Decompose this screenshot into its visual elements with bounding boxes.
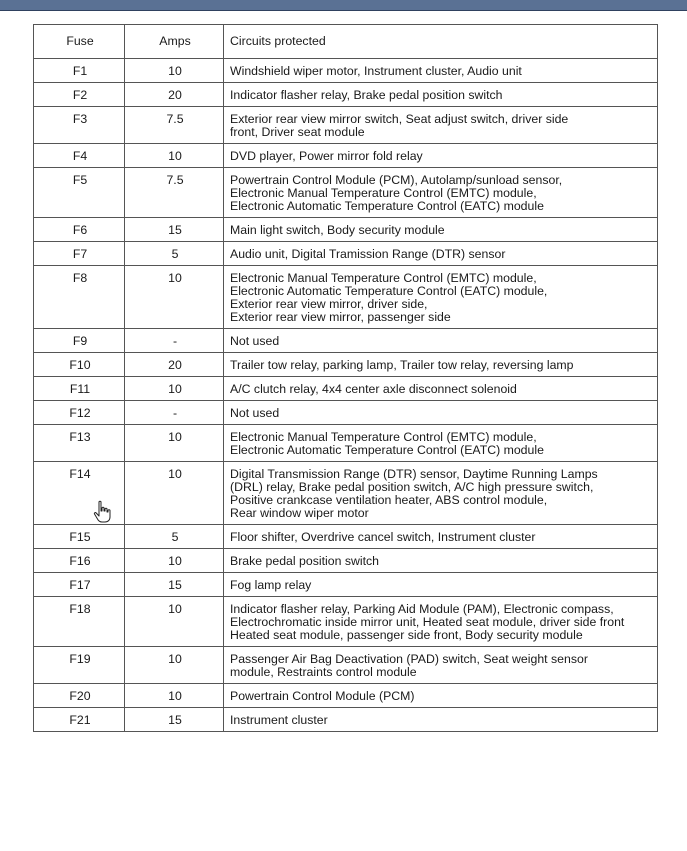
fuse-cell: F7 (34, 242, 125, 266)
amps-cell: 10 (125, 266, 224, 329)
fuse-cell: F13 (34, 425, 125, 462)
circuits-cell (224, 573, 658, 597)
table-row (34, 401, 658, 425)
circuits-line: Exterior rear view mirror, passenger side (230, 310, 451, 324)
table-header-row (34, 25, 658, 59)
circuits-line: Floor shifter, Overdrive cancel switch, Instrument cluster (230, 530, 536, 544)
fuse-cell: F9 (34, 329, 125, 353)
table-row (34, 549, 658, 573)
circuits-cell (224, 647, 658, 684)
amps-cell: 15 (125, 218, 224, 242)
table-row (34, 525, 658, 549)
table-row (34, 462, 658, 525)
amps-cell: 10 (125, 377, 224, 401)
amps-cell: - (125, 401, 224, 425)
amps-cell: 10 (125, 684, 224, 708)
circuits-line: module, Restraints control module (230, 665, 417, 679)
table-row (34, 144, 658, 168)
circuits-line: DVD player, Power mirror fold relay (230, 149, 423, 163)
circuits-line: Trailer tow relay, parking lamp, Trailer tow relay, reversing lamp (230, 358, 574, 372)
fuse-cell: F21 (34, 708, 125, 732)
circuits-line: Brake pedal position switch (230, 554, 380, 568)
circuits-line: Electronic Automatic Temperature Control (EATC) module (230, 199, 544, 213)
circuits-cell (224, 168, 658, 218)
header-circuits: Circuits protected (224, 25, 658, 59)
circuits-line: front, Driver seat module (230, 125, 365, 139)
table-row (34, 242, 658, 266)
circuits-cell (224, 708, 658, 732)
circuits-line: Main light switch, Body security module (230, 223, 445, 237)
table-row (34, 684, 658, 708)
fuse-cell: F17 (34, 573, 125, 597)
circuits-cell (224, 425, 658, 462)
circuits-cell (224, 266, 658, 329)
amps-cell: 20 (125, 353, 224, 377)
header-fuse: Fuse (34, 25, 125, 59)
circuits-line: Indicator flasher relay, Parking Aid Module (PAM), Electronic compass, (230, 602, 614, 616)
circuits-line: Fog lamp relay (230, 578, 312, 592)
circuits-cell (224, 218, 658, 242)
circuits-cell (224, 107, 658, 144)
amps-cell: 15 (125, 708, 224, 732)
circuits-cell (224, 329, 658, 353)
circuits-line: Powertrain Control Module (PCM), Autolamp/sunload sensor, (230, 173, 563, 187)
circuits-line: Windshield wiper motor, Instrument cluster, Audio unit (230, 64, 522, 78)
circuits-line: Instrument cluster (230, 713, 328, 727)
fuse-cell: F15 (34, 525, 125, 549)
amps-cell: 5 (125, 525, 224, 549)
table-row (34, 266, 658, 329)
fuse-cell: F10 (34, 353, 125, 377)
circuits-line: Powertrain Control Module (PCM) (230, 689, 415, 703)
circuits-line: Digital Transmission Range (DTR) sensor, Daytime Running Lamps (230, 467, 598, 481)
table-row (34, 377, 658, 401)
circuits-line: Exterior rear view mirror, driver side, (230, 297, 428, 311)
fuse-cell: F18 (34, 597, 125, 647)
fuse-table (33, 24, 658, 732)
circuits-line: Electronic Manual Temperature Control (EMTC) module, (230, 271, 537, 285)
circuits-line: Not used (230, 334, 280, 348)
circuits-line: (DRL) relay, Brake pedal position switch, A/C high pressure switch, (230, 480, 594, 494)
circuits-cell (224, 59, 658, 83)
table-row (34, 83, 658, 107)
fuse-cell: F1 (34, 59, 125, 83)
fuse-cell: F8 (34, 266, 125, 329)
circuits-line: Not used (230, 406, 280, 420)
window-top-bar (0, 0, 687, 11)
amps-cell: 10 (125, 549, 224, 573)
fuse-cell: F19 (34, 647, 125, 684)
table-row (34, 597, 658, 647)
amps-cell: 5 (125, 242, 224, 266)
table-row (34, 329, 658, 353)
circuits-cell (224, 684, 658, 708)
circuits-line: Heated seat module, passenger side front, Body security module (230, 628, 583, 642)
circuits-line: Audio unit, Digital Tramission Range (DTR) sensor (230, 247, 506, 261)
fuse-cell: F4 (34, 144, 125, 168)
table-row (34, 573, 658, 597)
amps-cell: - (125, 329, 224, 353)
amps-cell: 10 (125, 647, 224, 684)
amps-cell: 7.5 (125, 107, 224, 144)
fuse-cell: F11 (34, 377, 125, 401)
circuits-cell (224, 144, 658, 168)
table-row (34, 107, 658, 144)
circuits-line: Electronic Manual Temperature Control (EMTC) module, (230, 430, 537, 444)
circuits-cell (224, 401, 658, 425)
circuits-cell (224, 525, 658, 549)
amps-cell: 10 (125, 144, 224, 168)
fuse-cell: F14 (34, 462, 125, 525)
circuits-line: Rear window wiper motor (230, 506, 369, 520)
fuse-cell: F6 (34, 218, 125, 242)
table-row (34, 59, 658, 83)
circuits-line: Electronic Automatic Temperature Control (EATC) module (230, 443, 544, 457)
circuits-line: Exterior rear view mirror switch, Seat adjust switch, driver side (230, 112, 569, 126)
circuits-line: Indicator flasher relay, Brake pedal position switch (230, 88, 503, 102)
amps-cell: 15 (125, 573, 224, 597)
circuits-cell (224, 597, 658, 647)
circuits-line: Electronic Automatic Temperature Control (EATC) module, (230, 284, 548, 298)
circuits-line: A/C clutch relay, 4x4 center axle disconnect solenoid (230, 382, 517, 396)
table-row (34, 353, 658, 377)
circuits-line: Positive crankcase ventilation heater, ABS control module, (230, 493, 548, 507)
circuits-line: Passenger Air Bag Deactivation (PAD) switch, Seat weight sensor (230, 652, 588, 666)
fuse-cell: F16 (34, 549, 125, 573)
fuse-cell: F20 (34, 684, 125, 708)
table-row (34, 168, 658, 218)
fuse-cell: F12 (34, 401, 125, 425)
circuits-cell (224, 353, 658, 377)
circuits-line: Electrochromatic inside mirror unit, Heated seat module, driver side front (230, 615, 625, 629)
circuits-cell (224, 83, 658, 107)
circuits-cell (224, 377, 658, 401)
fuse-cell: F2 (34, 83, 125, 107)
fuse-cell: F5 (34, 168, 125, 218)
table-body (34, 59, 658, 732)
fuse-cell: F3 (34, 107, 125, 144)
amps-cell: 10 (125, 597, 224, 647)
amps-cell: 10 (125, 59, 224, 83)
table-row (34, 647, 658, 684)
amps-cell: 20 (125, 83, 224, 107)
circuits-cell (224, 462, 658, 525)
circuits-cell (224, 549, 658, 573)
amps-cell: 10 (125, 425, 224, 462)
circuits-line: Electronic Manual Temperature Control (EMTC) module, (230, 186, 537, 200)
amps-cell: 7.5 (125, 168, 224, 218)
table-row (34, 708, 658, 732)
circuits-cell (224, 242, 658, 266)
header-amps: Amps (125, 25, 224, 59)
amps-cell: 10 (125, 462, 224, 525)
hand-pointer-icon (92, 500, 112, 524)
table-row (34, 218, 658, 242)
table-row (34, 425, 658, 462)
